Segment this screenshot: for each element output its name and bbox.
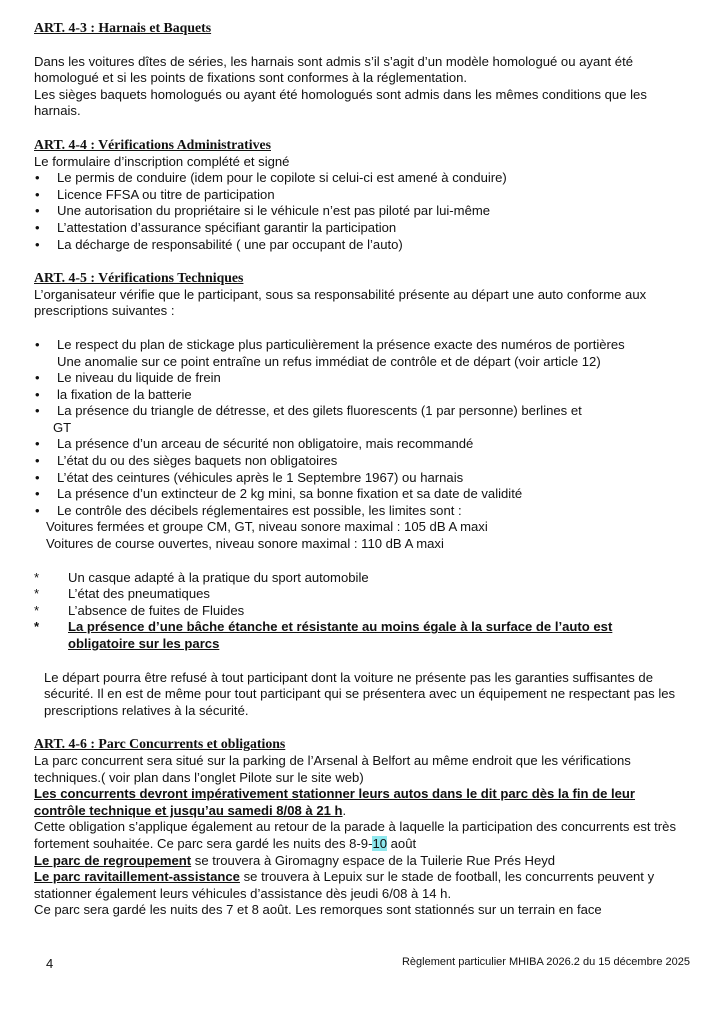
regrouping-park-label: Le parc de regroupement [34, 852, 192, 868]
highlighted-date: 10 [372, 835, 388, 851]
list-item [34, 619, 682, 652]
tarp-requirement: La présence d’une bâche étanche et résistante au moins égale à la surface de l’auto est obligatoire sur les parcs [68, 619, 613, 651]
list-item: • Une autorisation du propriétaire si le véhicule n’est pas piloté par lui-même [34, 203, 682, 220]
article-4-6-paragraph-4 [34, 853, 682, 870]
article-4-6-paragraph-3 [34, 819, 682, 852]
list-item: • Le respect du plan de stickage plus particulièrement la présence exacte des numéros de portières [34, 337, 682, 354]
article-4-5-intro: L’organisateur vérifie que le participant, sous sa responsabilité présente au départ une auto conforme aux prescriptions suivantes : [34, 286, 647, 319]
list-item: • la fixation de la batterie [34, 387, 682, 404]
guard-nights-text: Cette obligation s’applique également au retour de la parade à laquelle la participation des concurrents est très fortement souhaitée. Ce parc sera gardé les nuits des 8-9- [34, 819, 676, 851]
list-item: • La présence du triangle de détresse, et des gilets fluorescents (1 par personne) berlines et [34, 403, 682, 420]
list-item [34, 586, 682, 603]
list-item: • La présence d’un arceau de sécurité non obligatoire, mais recommandé [34, 436, 682, 453]
parking-obligation: Les concurrents devront impérativement stationner leurs autos dans le dit parc dès la fin de leur contrôle technique et jusqu’au samedi 8/08 à 21 h [34, 786, 636, 818]
article-4-3-paragraph-1: Dans les voitures dîtes de séries, les harnais sont admis s’il s’agit d’un modèle homologué ou ayant été homologué et si les points de fixations sont conformes à la réglementation. [34, 53, 634, 86]
article-4-3-paragraph-2: Les sièges baquets homologués ou ayant été homologués sont admis dans les mêmes conditions que les harnais. [34, 86, 647, 119]
list-item: • L’attestation d’assurance spécifiant garantir la participation [34, 220, 682, 237]
decibel-limit-closed: Voitures fermées et groupe CM, GT, niveau sonore maximal : 105 dB A maxi [46, 519, 488, 535]
asterisk-marker: * [34, 586, 40, 602]
article-4-6-paragraph-5 [34, 869, 682, 902]
technical-checklist [34, 337, 682, 553]
decibel-limit-open: Voitures de course ouvertes, niveau sonore maximal : 110 dB A maxi [46, 536, 444, 552]
footer-text: Règlement particulier MHIBA 2026.2 du 15 décembre 2025 [401, 956, 690, 968]
article-4-4-title: ART. 4-4 : Vérifications Administratives [34, 136, 271, 152]
list-item [34, 570, 682, 587]
list-item: • La décharge de responsabilité ( une par occupant de l’auto) [34, 237, 682, 254]
article-4-5 [34, 270, 682, 719]
list-item: • Le contrôle des décibels réglementaires est possible, les limites sont : [34, 503, 682, 520]
asterisk-marker: * [34, 569, 40, 585]
list-item: • La présence d’un extincteur de 2 kg mini, sa bonne fixation et sa date de validité [34, 486, 682, 503]
assistance-park-text: se trouvera à Lepuix sur le stade de football, les concurrents peuvent y stationner également leurs véhicules d’assistance dès jeudi 6/08 à 14 h. [34, 869, 655, 901]
admin-checklist [34, 170, 682, 253]
article-4-6-title: ART. 4-6 : Parc Concurrents et obligations [34, 736, 286, 752]
list-item: • Le permis de conduire (idem pour le copilote si celui-ci est amené à conduire) [34, 170, 682, 187]
list-item-continuation: GT [53, 419, 72, 435]
article-4-4 [34, 137, 682, 253]
article-4-6-paragraph-2 [34, 786, 682, 819]
additional-checklist [34, 570, 682, 653]
list-item-text: Un casque adapté à la pratique du sport automobile [68, 569, 369, 585]
list-item-text: L’état des pneumatiques [68, 586, 210, 602]
stickage-note: Une anomalie sur ce point entraîne un refus immédiat de contrôle et de départ (voir article 12) [57, 353, 601, 369]
sentence-end: . [342, 802, 347, 818]
article-4-3-title: ART. 4-3 : Harnais et Baquets [34, 20, 212, 35]
regrouping-park-text: se trouvera à Giromagny espace de la Tuilerie Rue Prés Heyd [191, 852, 556, 868]
asterisk-marker: * [34, 619, 40, 635]
list-item: • Le niveau du liquide de frein [34, 370, 682, 387]
article-4-5-title: ART. 4-5 : Vérifications Techniques [34, 270, 244, 286]
article-4-3 [34, 20, 682, 120]
list-item [34, 603, 682, 620]
assistance-park-label: Le parc ravitaillement-assistance [34, 869, 240, 885]
refusal-paragraph: Le départ pourra être refusé à tout participant dont la voiture ne présente pas les garanties suffisantes de sécurité. Il en est de même pour tout participant qui se présentera avec un équipement ne respectant pas les prescriptions relatives à la sécurité. [44, 669, 676, 718]
article-4-6-paragraph-1: La parc concurrent sera situé sur la parking de l’Arsenal à Belfort au même endroit que les vérifications techniques.( voir plan dans l’onglet Pilote sur le site web) [34, 752, 631, 785]
list-item: • L’état du ou des sièges baquets non obligatoires [34, 453, 682, 470]
page-number: 4 [46, 956, 54, 971]
list-item-text: L’absence de fuites de Fluides [68, 602, 245, 618]
list-item: • Licence FFSA ou titre de participation [34, 187, 682, 204]
guard-nights-end: août [387, 835, 417, 851]
asterisk-marker: * [34, 602, 40, 618]
document-page [34, 20, 682, 919]
article-4-6-paragraph-6: Ce parc sera gardé les nuits des 7 et 8 août. Les remorques sont stationnés sur un terrain en face [34, 902, 602, 918]
list-item: • L’état des ceintures (véhicules après le 1 Septembre 1967) ou harnais [34, 470, 682, 487]
article-4-6 [34, 736, 682, 919]
article-4-4-intro: Le formulaire d’inscription complété et signé [34, 153, 290, 169]
